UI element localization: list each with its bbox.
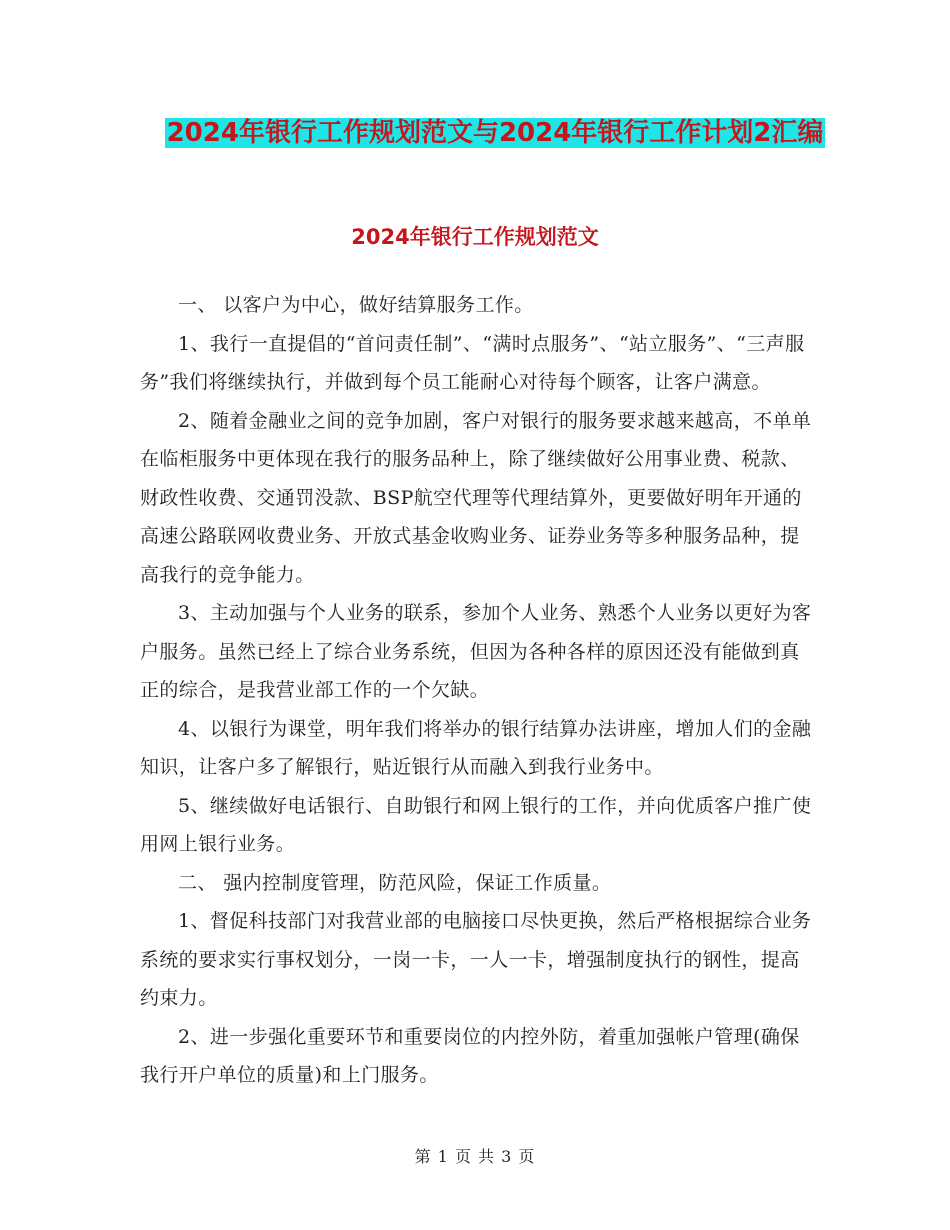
paragraph: 5、继续做好电话银行、自助银行和网上银行的工作，并向优质客户推广使用网上银行业务。: [140, 794, 812, 855]
paragraph: 2、随着金融业之间的竞争加剧，客户对银行的服务要求越来越高，不单单在临柜服务中更体现在我行的服务品种上，除了继续做好公用事业费、税款、财政性收费、交通罚没款、BSP航空代理等代理结算外，更要做好明年开通的高速公路联网收费业务、开放式基金收购业务、证券业务等多种服务品种，提高我行的竞争能力。: [140, 409, 812, 586]
paragraph-heading-2: 二、 强内控制度管理，防范风险，保证工作质量。: [178, 871, 612, 894]
document-title: [150, 112, 840, 154]
document-body: [140, 286, 812, 1095]
paragraph: 3、主动加强与个人业务的联系，参加个人业务、熟悉个人业务以更好为客户服务。虽然已经上了综合业务系统，但因为各种各样的原因还没有能做到真正的综合，是我营业部工作的一个欠缺。: [140, 602, 812, 701]
paragraph: 2、进一步强化重要环节和重要岗位的内控外防，着重加强帐户管理(确保我行开户单位的质量)和上门服务。: [140, 1025, 800, 1086]
paragraph-heading-1: 一、 以客户为中心，做好结算服务工作。: [178, 294, 534, 316]
page-number: 第 1 页 共 3 页: [414, 1147, 536, 1166]
section-title: 2024年银行工作规划范文: [351, 225, 599, 249]
page-footer: [0, 1146, 950, 1168]
paragraph: 4、以银行为课堂，明年我们将举办的银行结算办法讲座，增加人们的金融知识，让客户多了解银行，贴近银行从而融入到我行业务中。: [140, 717, 812, 778]
document-title-text: 2024年银行工作规划范文与2024年银行工作计划2汇编: [166, 118, 824, 148]
paragraph: 1、督促科技部门对我营业部的电脑接口尽快更换，然后严格根据综合业务系统的要求实行事权划分，一岗一卡，一人一卡，增强制度执行的钢性，提高约束力。: [140, 910, 812, 1009]
paragraph: 1、我行一直提倡的“首问责任制”、“满时点服务”、“站立服务”、“三声服务”我们将继续执行，并做到每个员工能耐心对待每个顾客，让客户满意。: [140, 332, 805, 393]
